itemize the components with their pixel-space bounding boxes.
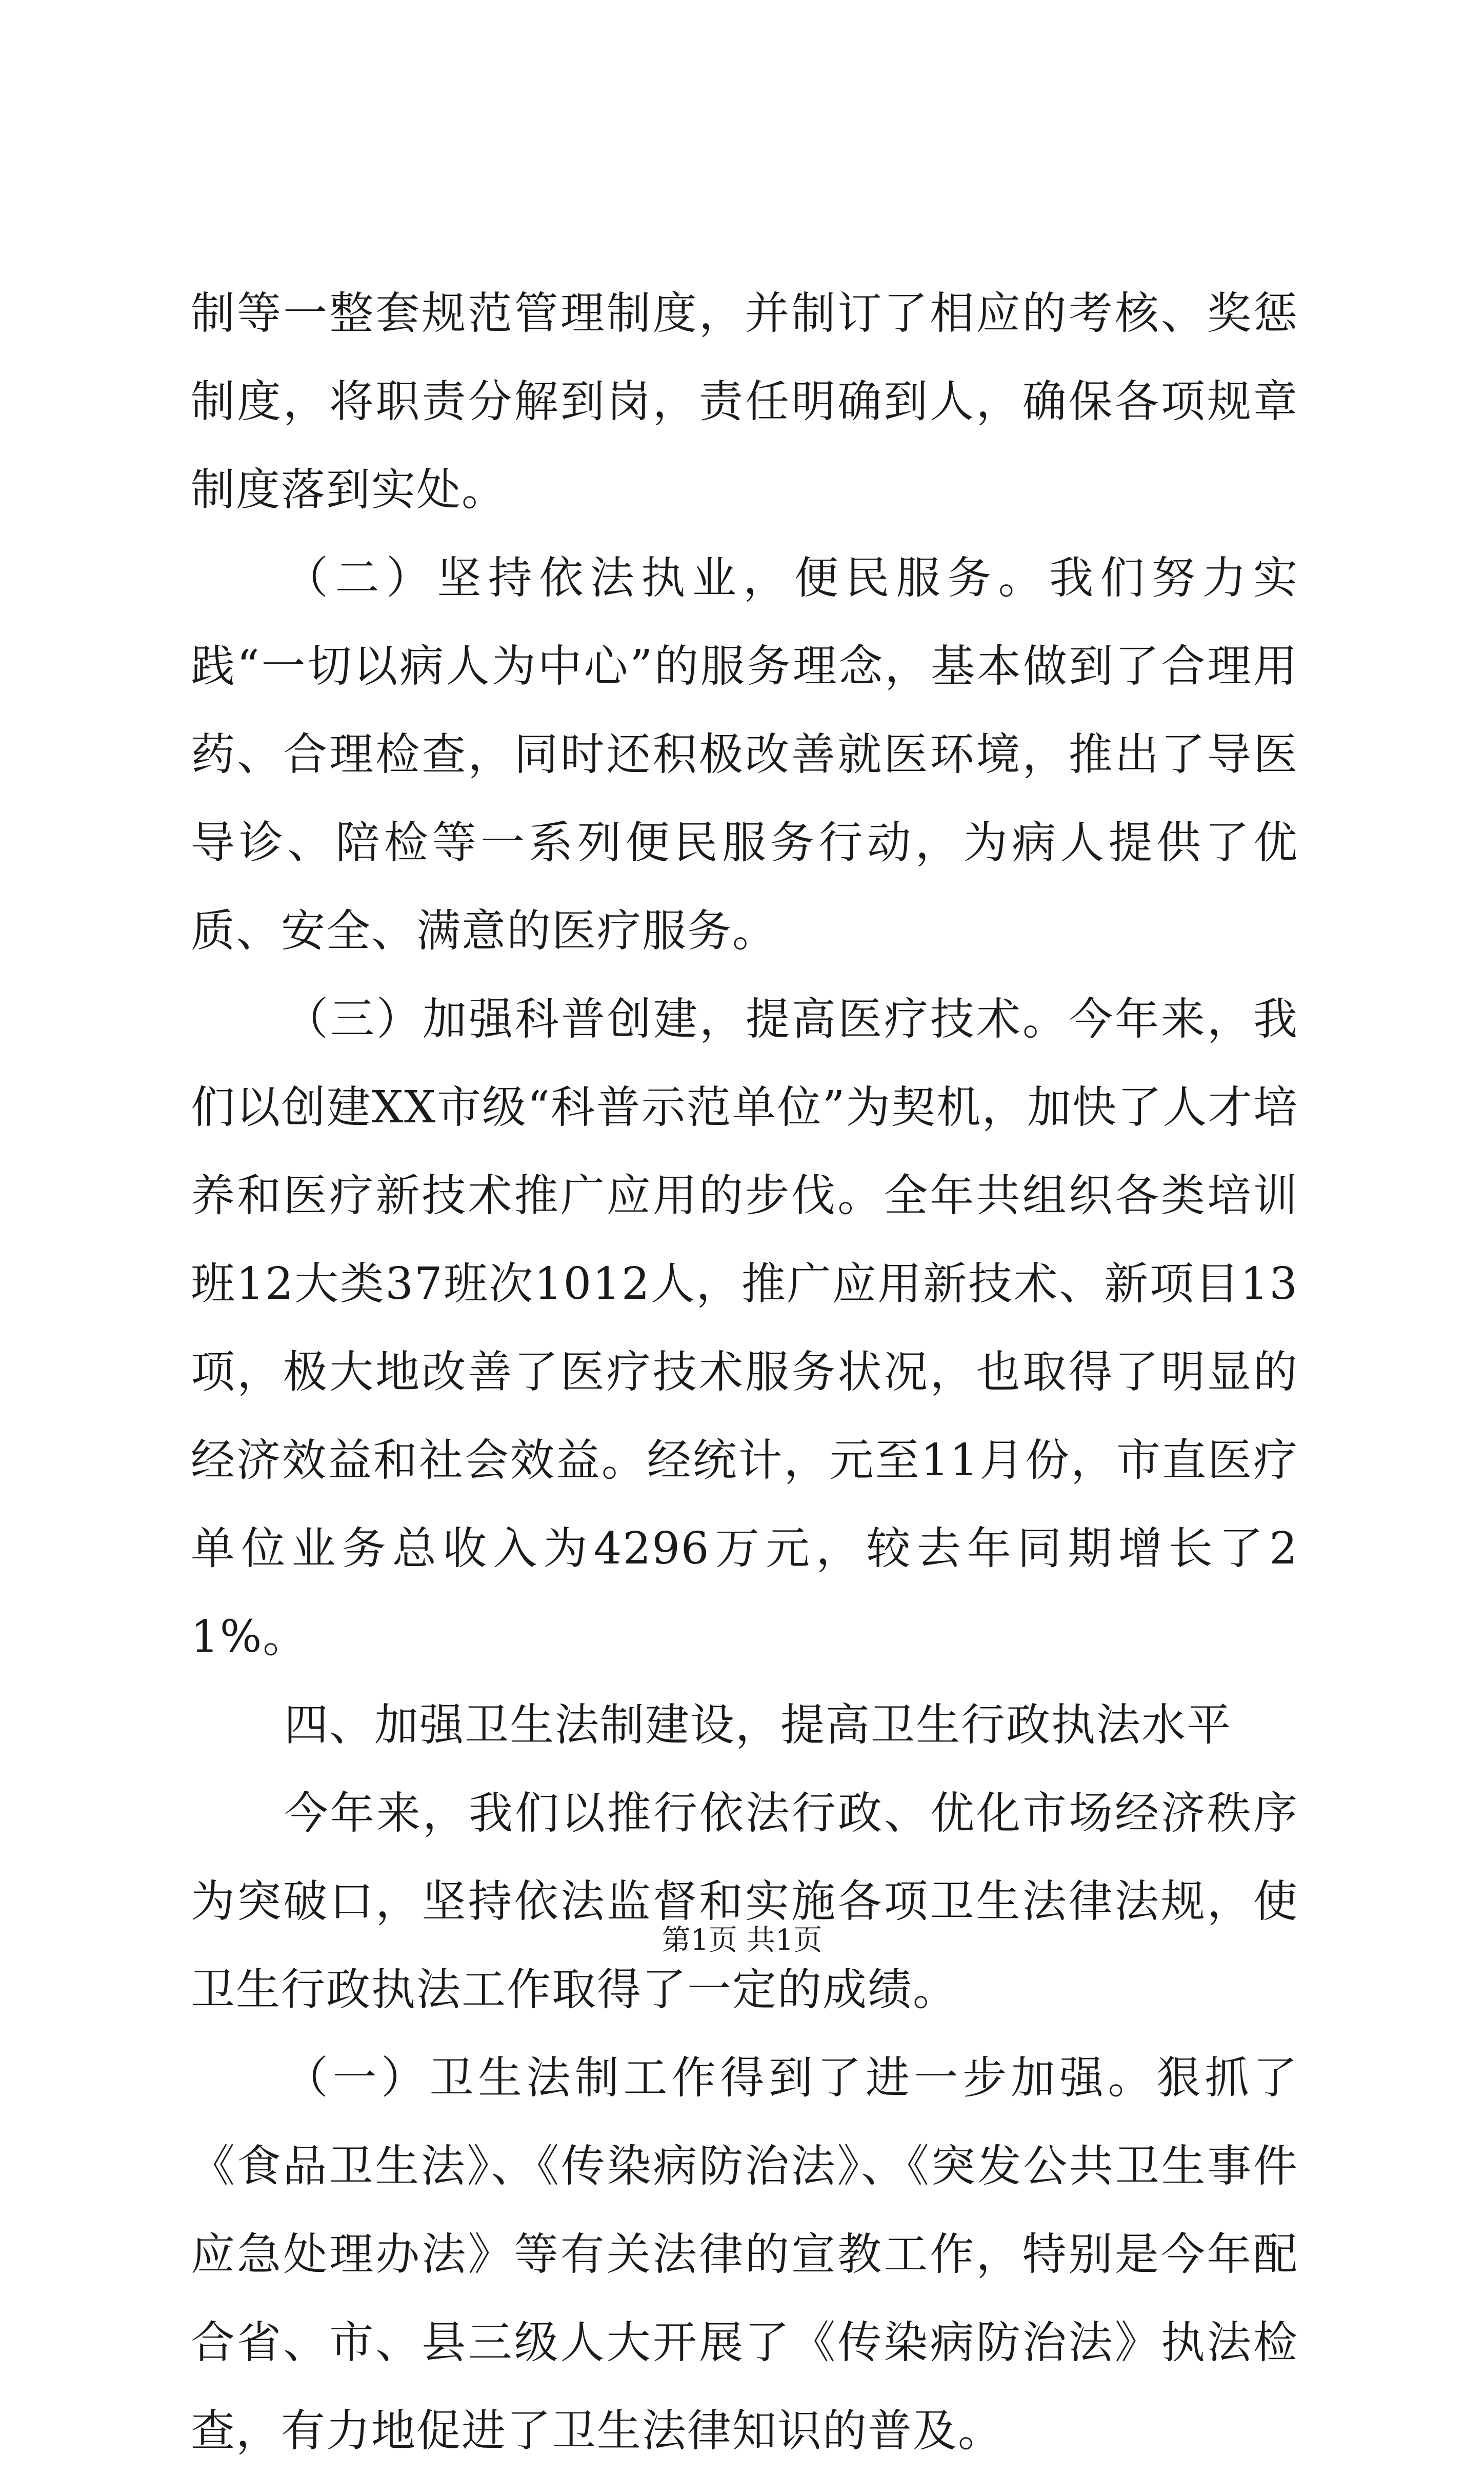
- document-body: [191, 269, 1298, 2475]
- section-heading-health-law: 四、加强卫生法制建设，提高卫生行政执法水平: [284, 1699, 1232, 1751]
- paragraph-law-enforcement-intro: 今年来，我们以推行依法行政、优化市场经济秩序为突破口，坚持依法监督和实施各项卫生法律法规，使卫生行政执法工作取得了一定的成绩。: [191, 1788, 1298, 2015]
- paragraph-science-popularization: （三）加强科普创建，提高医疗技术。今年来，我们以创建XX市级“科普示范单位”为契机，加快了人才培养和医疗新技术推广应用的步伐。全年共组织各类培训班12大类37班次1012人，推广应用新技术、新项目13项，极大地改善了医疗技术服务状况，也取得了明显的经济效益和社会效益。经统计，元至11月份，市直医疗单位业务总收入为4296万元，较去年同期增长了21%。: [191, 994, 1298, 1662]
- page-footer: 第1页 共1页: [661, 1924, 823, 1957]
- paragraph-convenience-service: （二）坚持依法执业，便民服务。我们努力实践“一切以病人为中心”的服务理念，基本做到了合理用药、合理检查，同时还积极改善就医环境，推出了导医导诊、陪检等一系列便民服务行动，为病人提供了优质、安全、满意的医疗服务。: [191, 552, 1298, 957]
- paragraph-legal-work-strengthened: （一）卫生法制工作得到了进一步加强。狠抓了《食品卫生法》、《传染病防治法》、《突发公共卫生事件应急处理办法》等有关法律的宣教工作，特别是今年配合省、市、县三级人大开展了《传染病防治法》执法检查，有力地促进了卫生法律知识的普及。: [191, 2052, 1298, 2457]
- paragraph-continuation: 制等一整套规范管理制度，并制订了相应的考核、奖惩制度，将职责分解到岗，责任明确到人，确保各项规章制度落到实处。: [191, 288, 1298, 516]
